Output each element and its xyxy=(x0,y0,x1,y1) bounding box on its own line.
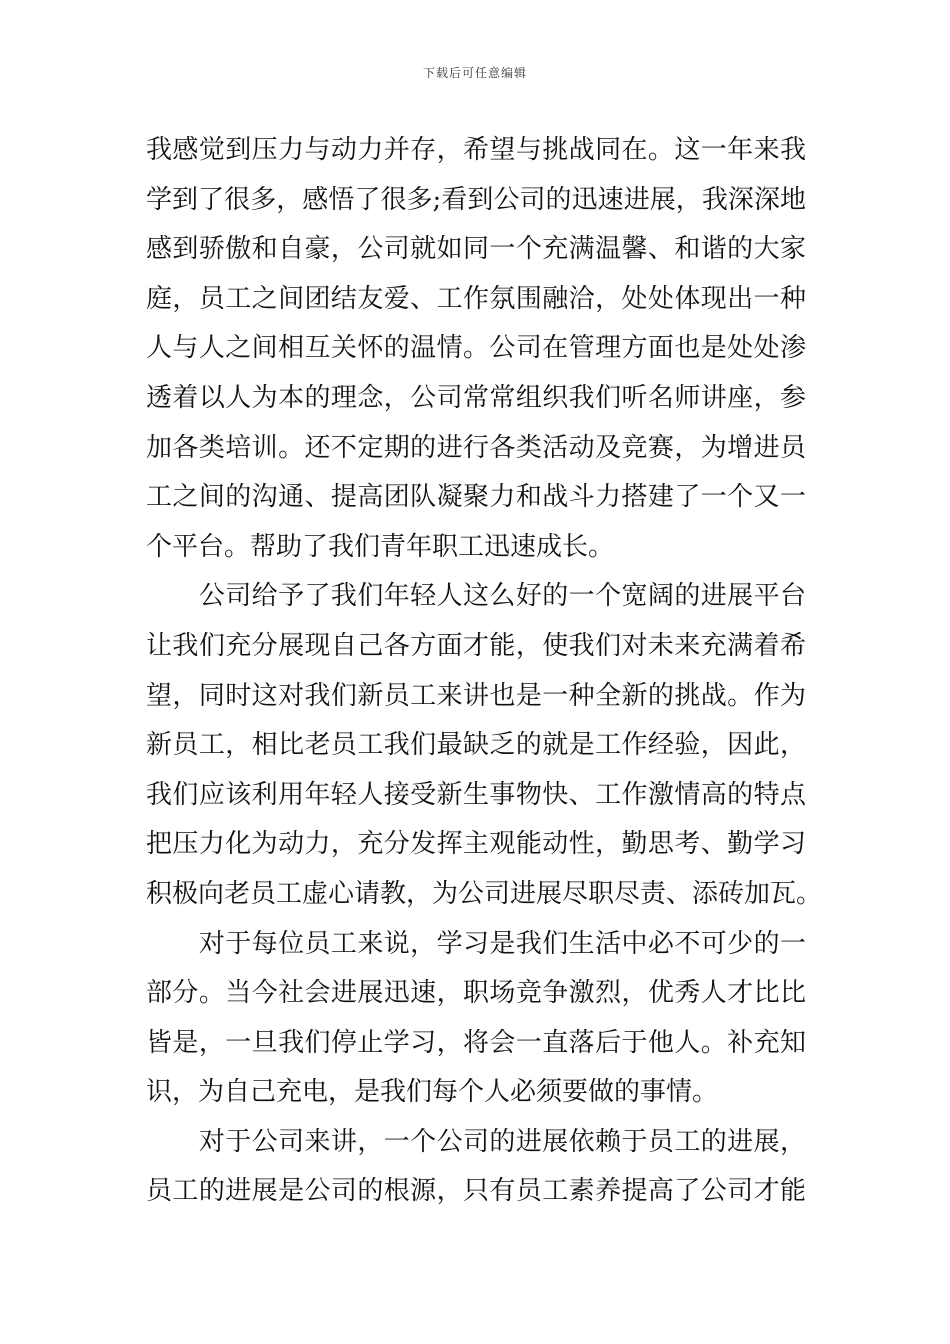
text-line: 皆是，一旦我们停止学习，将会一直落后于他人。补充知 xyxy=(146,1027,806,1058)
text-line: 个平台。帮助了我们青年职工迅速成长。 xyxy=(146,531,615,562)
text-line: 把压力化为动力，充分发挥主观能动性，勤思考、勤学习 xyxy=(146,829,806,860)
text-line: 学到了很多，感悟了很多;看到公司的迅速进展，我深深地 xyxy=(146,184,806,215)
text-line: 人与人之间相互关怀的温情。公司在管理方面也是处处渗 xyxy=(146,333,806,364)
text-line: 对于公司来讲，一个公司的进展依赖于员工的进展， xyxy=(146,1126,806,1157)
text-line: 透着以人为本的理念，公司常常组织我们听名师讲座，参 xyxy=(146,382,806,413)
page-header: 下载后可任意编辑 xyxy=(422,66,527,80)
text-line: 对于每位员工来说，学习是我们生活中必不可少的一 xyxy=(146,928,806,959)
text-line: 我感觉到压力与动力并存，希望与挑战同在。这一年来我 xyxy=(146,135,806,165)
text-line: 让我们充分展现自己各方面才能，使我们对未来充满着希 xyxy=(146,630,806,661)
text-line: 积极向老员工虚心请教，为公司进展尽职尽责、添砖加瓦。 xyxy=(146,878,823,909)
text-line: 工之间的沟通、提高团队凝聚力和战斗力搭建了一个又一 xyxy=(146,482,806,513)
text-line: 庭，员工之间团结友爱、工作氛围融洽，处处体现出一种 xyxy=(146,283,806,314)
text-line: 员工的进展是公司的根源，只有员工素养提高了公司才能 xyxy=(146,1176,806,1207)
text-line: 加各类培训。还不定期的进行各类活动及竞赛，为增进员 xyxy=(146,432,806,463)
text-line: 我们应该利用年轻人接受新生事物快、工作激情高的特点 xyxy=(146,779,806,810)
document-body xyxy=(146,126,823,1217)
text-line: 感到骄傲和自豪，公司就如同一个充满温馨、和谐的大家 xyxy=(146,234,806,265)
text-line: 新员工，相比老员工我们最缺乏的就是工作经验，因此， xyxy=(146,730,806,761)
text-line: 识，为自己充电，是我们每个人必须要做的事情。 xyxy=(146,1077,719,1108)
text-line: 公司给予了我们年轻人这么好的一个宽阔的进展平台 xyxy=(146,581,806,612)
text-line: 部分。当今社会进展迅速，职场竞争激烈，优秀人才比比 xyxy=(146,978,806,1009)
text-line: 望，同时这对我们新员工来讲也是一种全新的挑战。作为 xyxy=(146,680,806,711)
